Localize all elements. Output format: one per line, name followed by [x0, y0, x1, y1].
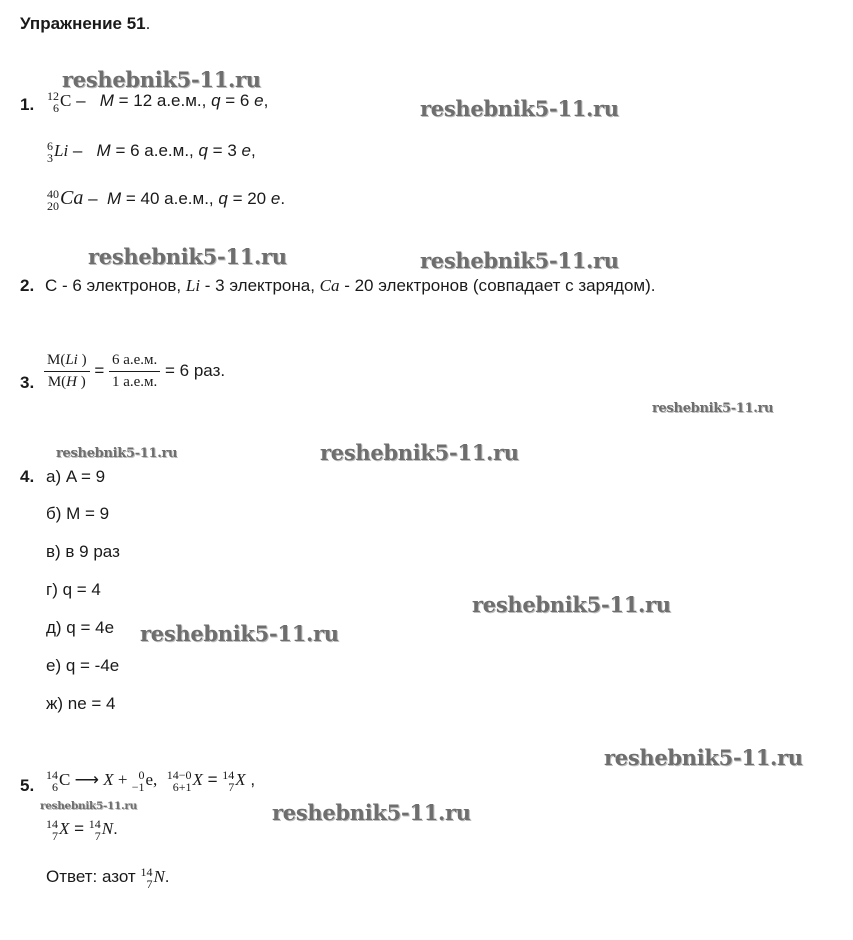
answer-1-carbon: 12 6 C – M = 12 а.е.м., q = 6 e,: [47, 89, 269, 115]
watermark: reshebnik5-11.ru: [88, 244, 287, 269]
isotope-notation: 6 3: [47, 139, 53, 165]
answer-5-reaction: 14 6 C ⟶ X + 0 −1 e, 14−0 6+1 X = 14 7 X ,: [46, 768, 256, 794]
mass-ratio-fraction: $\frac{M(Li )}{M(H )}$: [44, 352, 90, 391]
answer-4-item: ж) ne = 4: [46, 694, 116, 713]
item-number-2: 2.: [20, 276, 35, 295]
watermark: reshebnik5-11.ru: [652, 401, 774, 416]
answer-4-item: б) M = 9: [46, 504, 110, 523]
isotope-notation: 12 6: [47, 89, 59, 115]
watermark: reshebnik5-11.ru: [56, 446, 178, 461]
exercise-title: Упражнение 51.: [20, 14, 151, 33]
answer-1-lithium: 6 3 Li – M = 6 а.е.м., q = 3 e,: [47, 139, 256, 165]
answer-4-item: а) A = 9: [46, 467, 106, 486]
answer-4-item: г) q = 4: [46, 580, 101, 599]
item-number-4: 4.: [20, 467, 35, 486]
exercise-title-text: Упражнение 51: [20, 14, 146, 33]
mass-value-fraction: $\frac{6 а.е.м.}{1 а.е.м.}$: [109, 352, 160, 391]
item-number-3: 3.: [20, 373, 35, 392]
answer-4-item: в) в 9 раз: [46, 542, 120, 561]
watermark: reshebnik5-11.ru: [320, 440, 519, 465]
watermark: reshebnik5-11.ru: [420, 96, 619, 121]
watermark: reshebnik5-11.ru: [62, 67, 261, 92]
watermark: reshebnik5-11.ru: [420, 248, 619, 273]
watermark: reshebnik5-11.ru: [604, 745, 803, 770]
watermark: reshebnik5-11.ru: [272, 800, 471, 825]
watermark: reshebnik5-11.ru: [472, 592, 671, 617]
answer-1-calcium: 40 20 Ca – M = 40 а.е.м., q = 20 e.: [47, 187, 286, 213]
answer-5-identity: 14 7 X = 14 7 N.: [46, 817, 118, 843]
answer-4-item: е) q = -4e: [46, 656, 120, 675]
answer-5-final: Ответ: азот 14 7 N.: [46, 865, 170, 891]
item-number-5: 5.: [20, 776, 35, 795]
item-number-1: 1.: [20, 95, 35, 114]
watermark: reshebnik5-11.ru: [140, 621, 339, 646]
isotope-notation: 40 20: [47, 187, 59, 213]
answer-3-formula: $\frac{M(Li )}{M(H )}$ = $\frac{6 а.е.м.}{1 а.е.м.}$ = 6 раз.: [44, 352, 225, 391]
watermark: reshebnik5-11.ru: [40, 800, 137, 812]
answer-4-item: д) q = 4e: [46, 618, 115, 637]
answer-2-text: С - 6 электронов, Li - 3 электрона, Ca - 20 электронов (совпадает с зарядом).: [45, 276, 656, 295]
